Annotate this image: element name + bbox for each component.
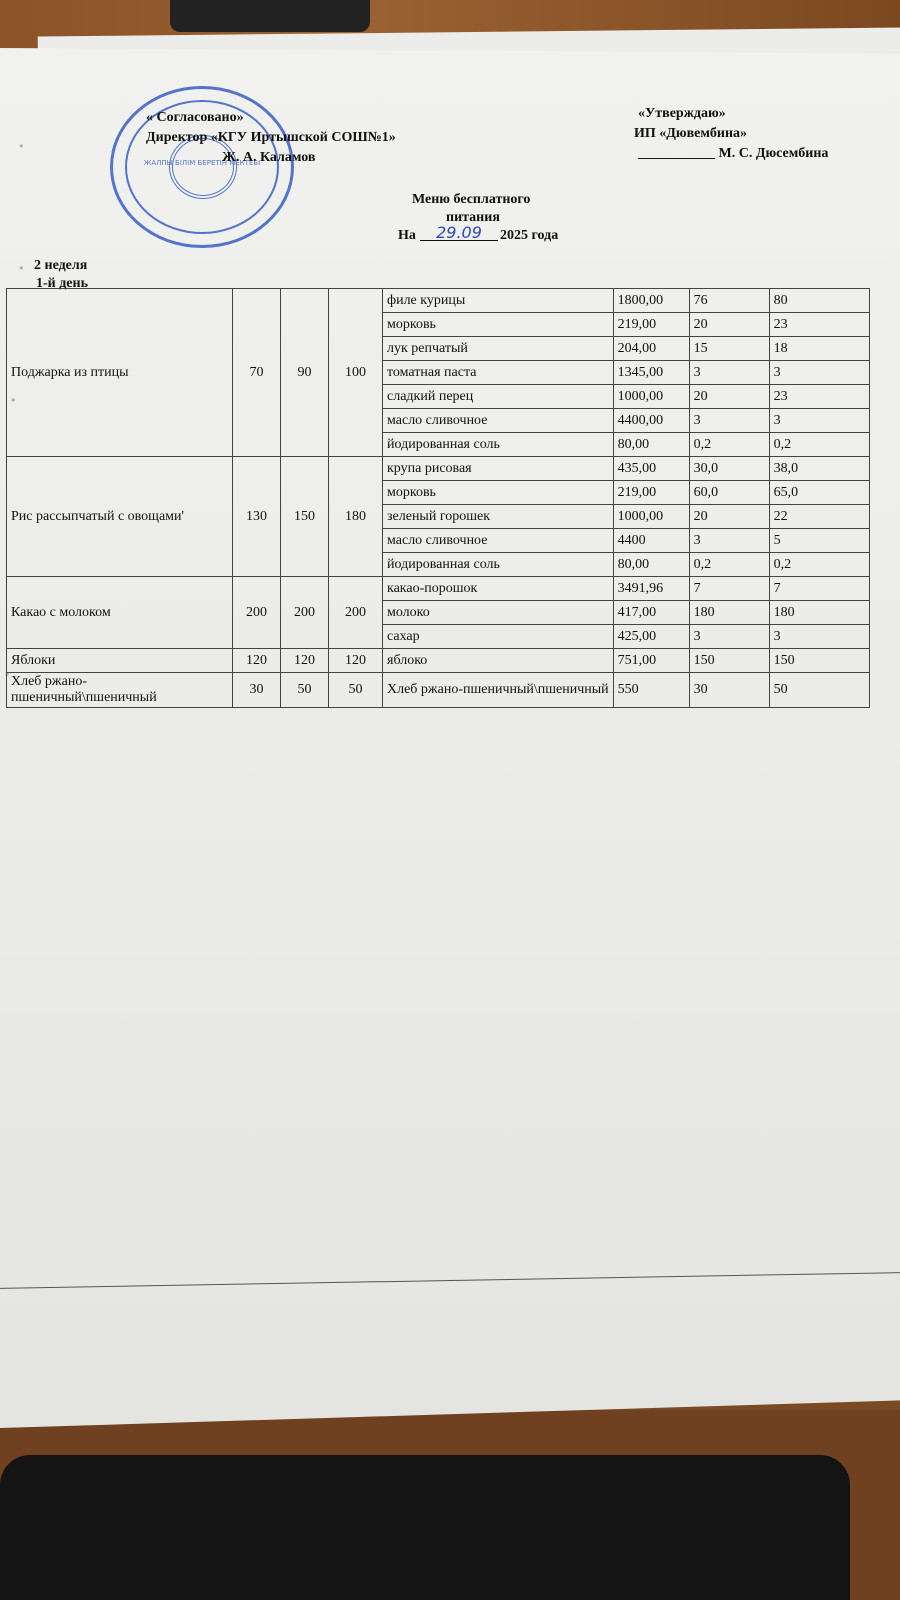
ingredient-name: масло сливочное [383, 529, 614, 553]
dish-name: Поджарка из птицы [7, 289, 233, 457]
date-suffix: 2025 года [500, 228, 559, 243]
ingredient-qty-1: 20 [689, 313, 769, 337]
ingredient-qty-2: 65,0 [769, 481, 869, 505]
date-field [420, 222, 498, 241]
ingredient-name: сладкий перец [383, 385, 614, 409]
ingredient-qty-2: 0,2 [769, 433, 869, 457]
ingredient-qty-1: 20 [689, 505, 769, 529]
director-name: Ж. А. Каламов [222, 150, 316, 165]
dish-name: Хлеб ржано-пшеничный\пшеничный [7, 673, 233, 708]
ingredient-qty-1: 0,2 [689, 433, 769, 457]
ingredient-qty-2: 23 [769, 385, 869, 409]
ingredient-qty-1: 150 [689, 649, 769, 673]
ingredient-name: сахар [383, 625, 614, 649]
portion-2: 120 [281, 649, 329, 673]
signature-line: ___________ М. С. Дюсембина [638, 146, 829, 161]
ingredient-qty-1: 0,2 [689, 553, 769, 577]
date-prefix: На [398, 228, 416, 243]
ingredient-qty-1: 30,0 [689, 457, 769, 481]
ingredient-qty-1: 3 [689, 529, 769, 553]
menu-table-body [7, 289, 870, 708]
ingredient-qty-2: 50 [769, 673, 869, 708]
ingredient-qty-2: 22 [769, 505, 869, 529]
ingredient-price: 204,00 [613, 337, 689, 361]
ingredient-price: 4400 [613, 529, 689, 553]
ingredient-qty-2: 0,2 [769, 553, 869, 577]
portion-3: 180 [329, 457, 383, 577]
ingredient-name: филе курицы [383, 289, 614, 313]
dish-name: Какао с молоком [7, 577, 233, 649]
table-row [7, 577, 870, 601]
ingredient-name: зеленый горошек [383, 505, 614, 529]
ingredient-qty-2: 7 [769, 577, 869, 601]
ingredient-name: йодированная соль [383, 433, 614, 457]
week-label: 2 неделя [34, 258, 88, 273]
portion-1: 130 [233, 457, 281, 577]
portion-2: 90 [281, 289, 329, 457]
ingredient-price: 1000,00 [613, 505, 689, 529]
bullet-mark: • [18, 140, 25, 153]
bullet-mark: • [4, 668, 11, 681]
ingredient-name: морковь [383, 313, 614, 337]
ingredient-name: крупа рисовая [383, 457, 614, 481]
ingredient-price: 751,00 [613, 649, 689, 673]
ingredient-qty-2: 150 [769, 649, 869, 673]
approve-label: «Утверждаю» [638, 106, 726, 121]
stamp-text: ЖАЛПЫ БІЛІМ БЕРЕТІН МЕКТЕБІ [143, 159, 261, 167]
ingredient-qty-1: 3 [689, 409, 769, 433]
menu-table [6, 288, 870, 708]
day-label: 1-й день [36, 276, 88, 291]
ingredient-price: 3491,96 [613, 577, 689, 601]
ingredient-qty-2: 3 [769, 409, 869, 433]
ingredient-qty-1: 30 [689, 673, 769, 708]
portion-1: 120 [233, 649, 281, 673]
ingredient-qty-2: 23 [769, 313, 869, 337]
ingredient-price: 80,00 [613, 433, 689, 457]
ingredient-price: 1000,00 [613, 385, 689, 409]
portion-1: 30 [233, 673, 281, 708]
ingredient-price: 425,00 [613, 625, 689, 649]
ingredient-qty-1: 3 [689, 361, 769, 385]
ingredient-qty-2: 180 [769, 601, 869, 625]
ingredient-qty-2: 18 [769, 337, 869, 361]
portion-1: 70 [233, 289, 281, 457]
ingredient-price: 435,00 [613, 457, 689, 481]
ingredient-name: томатная паста [383, 361, 614, 385]
portion-3: 200 [329, 577, 383, 649]
ingredient-qty-1: 180 [689, 601, 769, 625]
ingredient-name: масло сливочное [383, 409, 614, 433]
date-value: 29.09 [436, 223, 482, 242]
ingredient-price: 1800,00 [613, 289, 689, 313]
ingredient-price: 4400,00 [613, 409, 689, 433]
portion-2: 50 [281, 673, 329, 708]
ingredient-qty-1: 15 [689, 337, 769, 361]
ingredient-name: лук репчатый [383, 337, 614, 361]
ingredient-name: морковь [383, 481, 614, 505]
table-row [7, 649, 870, 673]
ingredient-name: йодированная соль [383, 553, 614, 577]
agreed-label: « Согласовано» [146, 110, 244, 125]
portion-3: 120 [329, 649, 383, 673]
bullet-mark: • [18, 262, 25, 275]
ingredient-name: молоко [383, 601, 614, 625]
ingredient-qty-2: 5 [769, 529, 869, 553]
menu-title-line2: питания [446, 210, 500, 225]
ingredient-name: яблоко [383, 649, 614, 673]
ingredient-name: какао-порошок [383, 577, 614, 601]
ingredient-qty-2: 3 [769, 361, 869, 385]
paper-sheet [0, 48, 900, 1428]
ingredient-price: 219,00 [613, 481, 689, 505]
ingredient-qty-2: 38,0 [769, 457, 869, 481]
dish-name: Рис рассыпчатый с овощами' [7, 457, 233, 577]
dish-name: Яблоки [7, 649, 233, 673]
portion-1: 200 [233, 577, 281, 649]
ingredient-qty-2: 80 [769, 289, 869, 313]
ip-name: ИП «Дювембина» [634, 126, 748, 141]
ingredient-qty-1: 7 [689, 577, 769, 601]
portion-3: 50 [329, 673, 383, 708]
ingredient-qty-1: 20 [689, 385, 769, 409]
ingredient-price: 417,00 [613, 601, 689, 625]
dark-cloth [0, 1455, 850, 1600]
table-row [7, 457, 870, 481]
ingredient-qty-1: 60,0 [689, 481, 769, 505]
ingredient-qty-1: 3 [689, 625, 769, 649]
ingredient-name: Хлеб ржано-пшеничный\пшеничный [383, 673, 614, 708]
ingredient-price: 219,00 [613, 313, 689, 337]
table-row [7, 673, 870, 708]
bullet-mark: • [10, 394, 17, 407]
ingredient-price: 550 [613, 673, 689, 708]
portion-2: 150 [281, 457, 329, 577]
portion-2: 200 [281, 577, 329, 649]
ingredient-qty-2: 3 [769, 625, 869, 649]
director-title: Директор «КГУ Иртышской СОШ№1» [146, 130, 396, 145]
ingredient-qty-1: 76 [689, 289, 769, 313]
ingredient-price: 1345,00 [613, 361, 689, 385]
portion-3: 100 [329, 289, 383, 457]
table-row [7, 289, 870, 313]
binder-clip [170, 0, 370, 32]
menu-title-line1: Меню бесплатного [412, 192, 531, 207]
ingredient-price: 80,00 [613, 553, 689, 577]
